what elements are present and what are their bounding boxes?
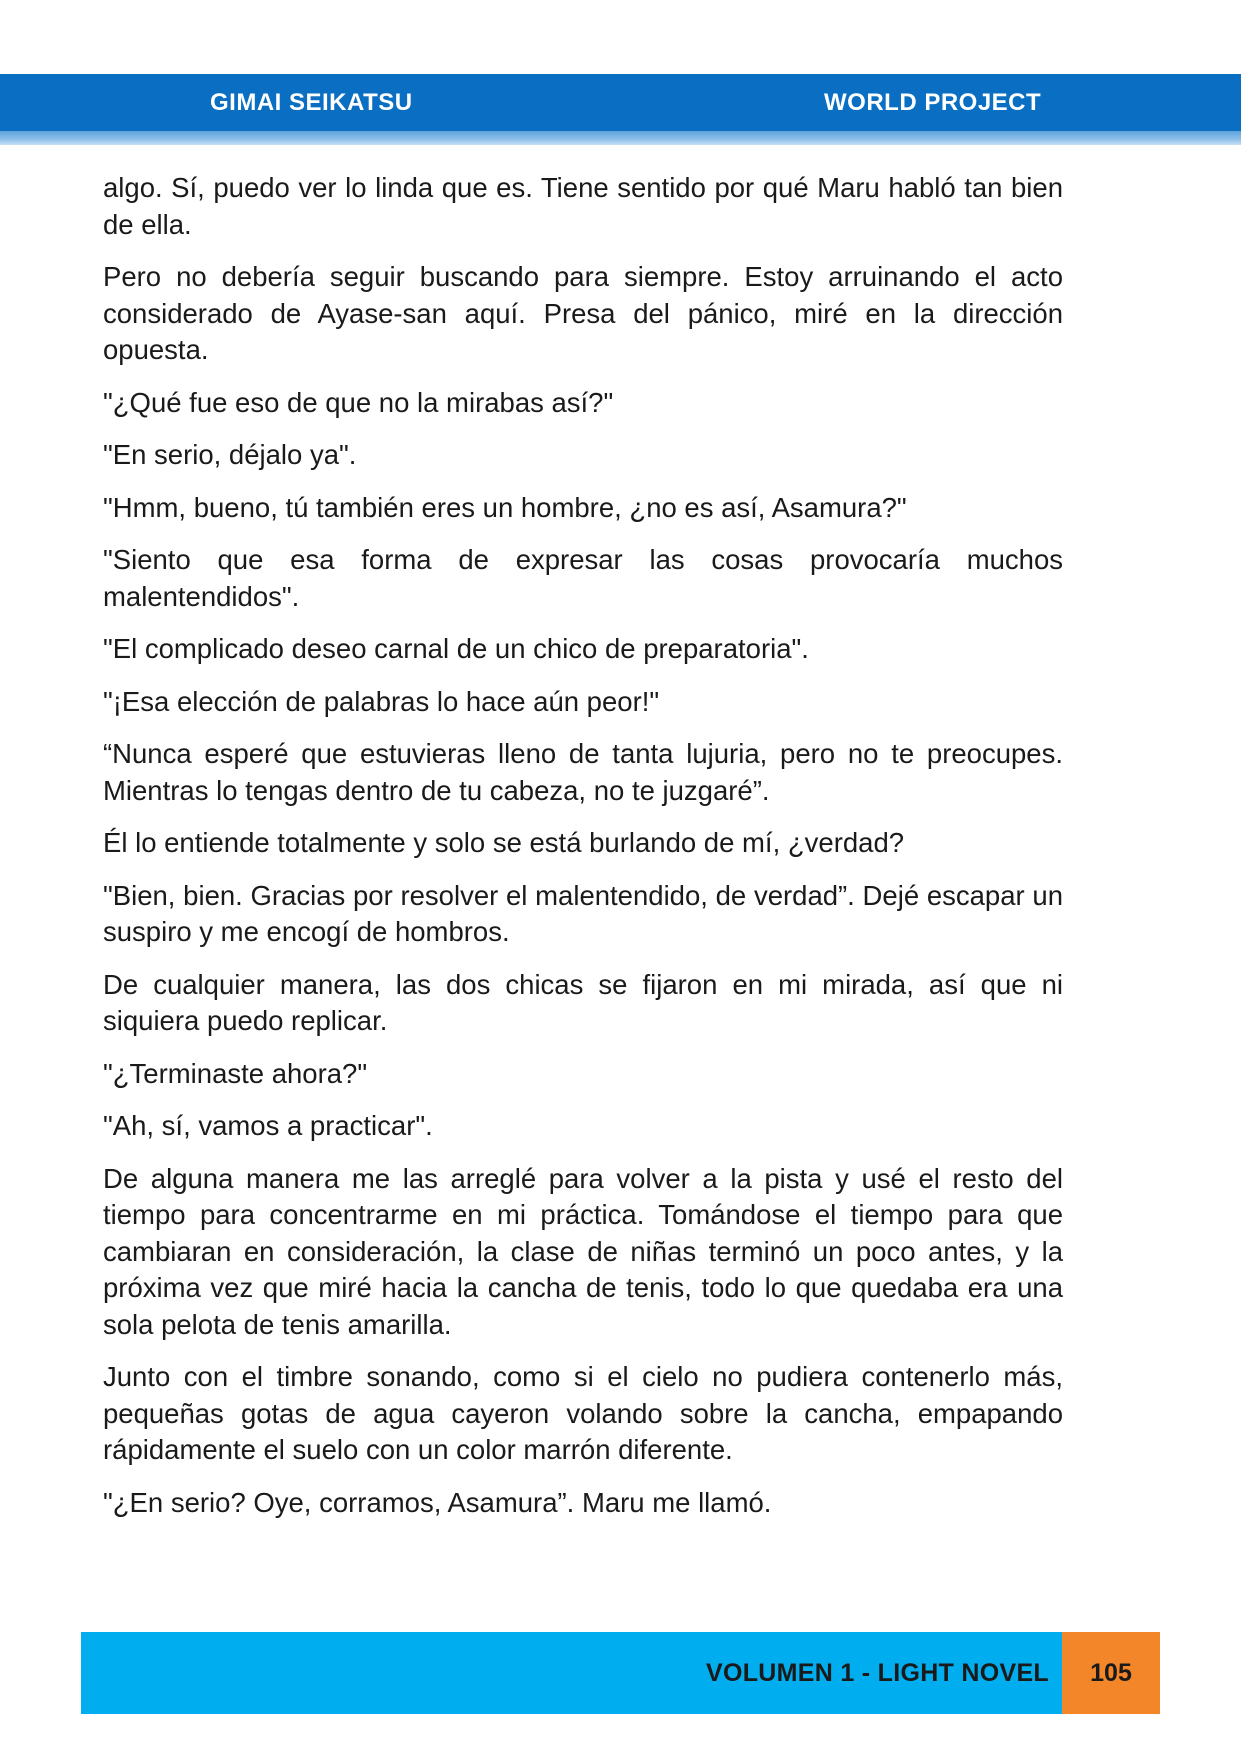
paragraph: "¿Terminaste ahora?" <box>103 1057 368 1089</box>
paragraph: "¡Esa elección de palabras lo hace aún peor!" <box>103 685 660 717</box>
paragraph: "¿Qué fue eso de que no la mirabas así?" <box>103 386 614 418</box>
page-number: 105 <box>1062 1632 1160 1714</box>
paragraph: "En serio, déjalo ya". <box>103 439 357 470</box>
paragraph: "Ah, sí, vamos a practicar". <box>103 1110 433 1141</box>
paragraph: Junto con el timbre sonando, como si el cielo no pudiera contenerlo más, pequeñas gotas de agua cayeron volando sobre la cancha, empapando rápidamente el suelo con un color marrón diferente. <box>103 1361 1063 1465</box>
page-body <box>103 170 1063 1537</box>
paragraph: De cualquier manera, las dos chicas se fijaron en mi mirada, así que ni siquiera puedo replicar. <box>103 968 1063 1036</box>
paragraph: "¿En serio? Oye, corramos, Asamura”. Maru me llamó. <box>103 1486 772 1518</box>
paragraph: "Hmm, bueno, tú también eres un hombre, ¿no es así, Asamura?" <box>103 491 907 523</box>
paragraph: "El complicado deseo carnal de un chico de preparatoria". <box>103 633 809 664</box>
header-bar <box>0 74 1241 131</box>
header-series-title: GIMAI SEIKATSU <box>210 89 413 116</box>
paragraph: “Nunca esperé que estuvieras lleno de tanta lujuria, pero no te preocupes. Mientras lo tengas dentro de tu cabeza, no te juzgaré”. <box>103 738 1063 806</box>
paragraph: De alguna manera me las arreglé para volver a la pista y usé el resto del tiempo para concentrarme en mi práctica. Tomándose el tiempo para que cambiaran en consideración, la clase de niñas terminó un poco antes, y la próxima vez que miré hacia la cancha de tenis, todo lo que quedaba era una sola pelota de tenis amarilla. <box>103 1162 1063 1340</box>
header-group-title: WORLD PROJECT <box>824 89 1042 116</box>
paragraph: "Bien, bien. Gracias por resolver el malentendido, de verdad”. Dejé escapar un suspiro y me encogí de hombros. <box>103 879 1063 947</box>
paragraph: Él lo entiende totalmente y solo se está burlando de mí, ¿verdad? <box>103 827 905 858</box>
paragraph: "Siento que esa forma de expresar las cosas provocaría muchos malentendidos". <box>103 544 1063 612</box>
paragraph: Pero no debería seguir buscando para siempre. Estoy arruinando el acto considerado de Ayase-san aquí. Presa del pánico, miré en la dirección opuesta. <box>103 261 1063 365</box>
paragraph: algo. Sí, puedo ver lo linda que es. Tiene sentido por qué Maru habló tan bien de ella. <box>103 172 1063 240</box>
header-shadow-stripe <box>0 131 1241 145</box>
footer-volume-label: VOLUMEN 1 - LIGHT NOVEL <box>705 1659 1049 1687</box>
